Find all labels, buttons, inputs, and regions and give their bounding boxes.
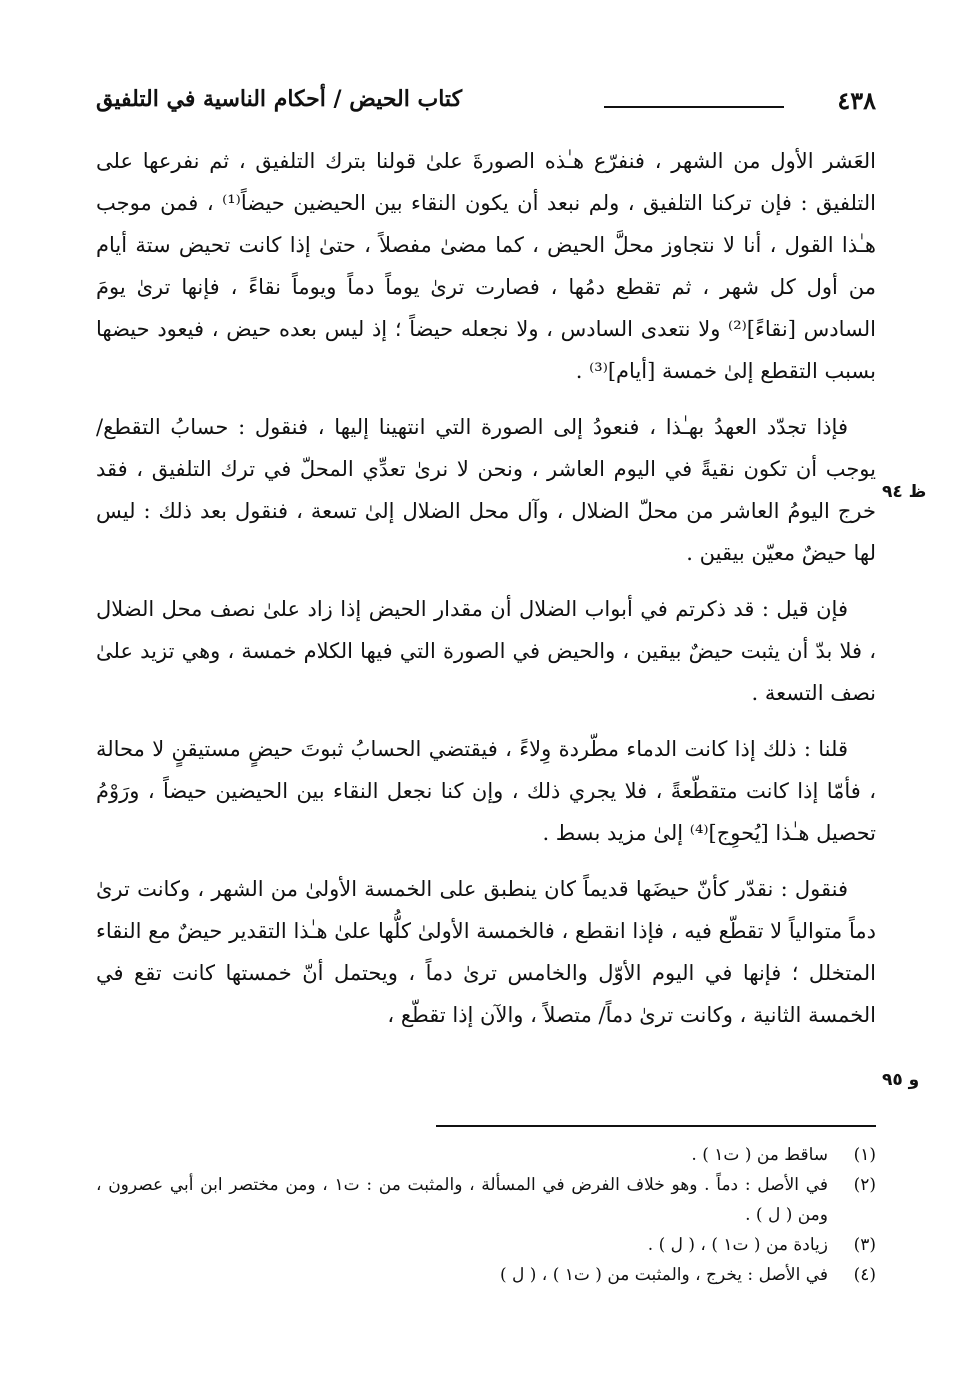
- manuscript-folio-marker: ظ ٩٤: [882, 482, 927, 502]
- footnote-number: (٣): [853, 1235, 876, 1255]
- footnote-number: (٤): [853, 1265, 876, 1285]
- footnote: [96, 1170, 876, 1230]
- footnote-number: (١): [853, 1145, 876, 1165]
- header-rule: [604, 106, 784, 108]
- footnote-text: في الأصل : دماً . وهو خلاف الفرض في المسألة ، والمثبت من : ت١ ، ومن مختصر ابن أبي عصرون ، ومن ( ل ) .: [96, 1175, 828, 1225]
- footnote-number: (٢): [853, 1175, 876, 1195]
- manuscript-folio-marker: و ٩٥: [882, 1070, 920, 1090]
- footnote-text: زيادة من ( ت١ ) ، ( ل ) .: [647, 1235, 828, 1255]
- paragraph: فإذا تجدّد العهدُ بهـٰذا ، فنعودُ إلى الصورة التي انتهينا إليها ، فنقول : حسابُ التقطع/ يوجب أن تكون نقيةً في اليوم العاشر ، ونحن لا نرىٰ تعدِّي المحلّ في ترك التلفيق ، فقد خرج اليومُ العاشر من محلّ الضلال ، وآل محل الضلال إلىٰ تسعة ، فنقول بعد ذلك : ليس لها حيضٌ معيّن بيقين .: [96, 415, 876, 565]
- footnote: [96, 1140, 876, 1170]
- main-text: [96, 140, 876, 1050]
- running-title: كتاب الحيض / أحكام الناسية في التلفيق: [96, 86, 463, 112]
- page-number: ٤٣٨: [837, 86, 876, 115]
- footnotes: [96, 1140, 876, 1290]
- paragraph: العَشر الأول من الشهر ، فنفرّع هـٰذه الصورةَ علىٰ قولنا بترك التلفيق ، ثم نفرعها على التلفيق : فإن تركنا التلفيق ، ولم نبعد أن يكون النقاء بين الحيضين حيضاً⁽¹⁾ ، فمن موجب هـٰذا القول ، أنا لا نتجاوز محلَّ الحيض ، كما مضىٰ مفصلاً ، حتىٰ إذا كانت تحيض ستة أيام من أول كل شهر ، ثم تقطع دمُها ، فصارت ترىٰ يوماً دماً ويوماً نقاءً ، فإنها ترىٰ يومَ السادس [نقاءً]⁽²⁾ ولا نتعدى السادس ، ولا نجعله حيضاً ؛ إذ ليس بعده حيض ، فيعود حيضها بسبب التقطع إلىٰ خمسة [أيام]⁽³⁾ .: [96, 149, 876, 383]
- paragraph: قلنا : ذلك إذا كانت الدماء مطّردة وِلاءً ، فيقتضي الحسابُ ثبوتَ حيضٍ مستيقنٍ لا محالة ، فأمّا إذا كانت متقطّعةً ، فلا يجري ذلك ، وإن كنا نجعل النقاء بين الحيضين حيضاً ، ورَوْمُ تحصيل هـٰذا [يُحوِج]⁽⁴⁾ إلىٰ مزيد بسط .: [96, 737, 876, 845]
- footnote-separator: [436, 1125, 876, 1127]
- footnote: [96, 1260, 876, 1290]
- paragraph: فنقول : نقدّر كأنّ حيضَها قديماً كان ينطبق على الخمسة الأولىٰ من الشهر ، وكانت ترىٰ دماً متوالياً لا تقطّع فيه ، فإذا انقطع ، فالخمسة الأولىٰ كلُّها علىٰ هـٰذا التقدير حيضٌ مع النقاء المتخلل ؛ فإنها في اليوم الأوّل والخامس ترىٰ دماً ، ويحتمل أنّ خمستها كانت تقع في الخمسة الثانية ، وكانت ترىٰ دماً/ متصلاً ، والآن إذا تقطّع ،: [96, 877, 876, 1027]
- footnote-text: في الأصل : يخرج ، والمثبت من ( ت١ ) ، ( ل ): [499, 1265, 828, 1285]
- running-header: [96, 86, 876, 126]
- paragraph: فإن قيل : قد ذكرتم في أبواب الضلال أن مقدار الحيض إذا زاد علىٰ نصف محل الضلال ، فلا بدّ أن يثبت حيضٌ بيقين ، والحيض في الصورة التي فيها الكلام خمسة ، وهي تزيد علىٰ نصف التسعة .: [96, 597, 876, 705]
- footnote: [96, 1230, 876, 1260]
- footnote-text: ساقط من ( ت١ ) .: [691, 1145, 828, 1165]
